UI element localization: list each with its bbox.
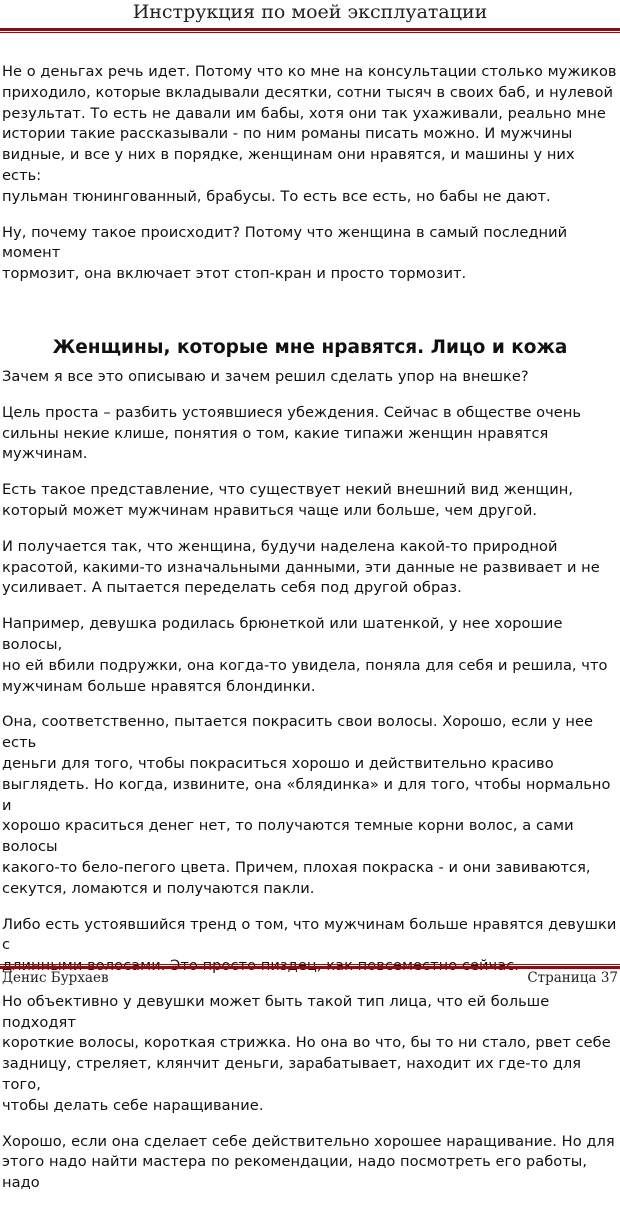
paragraph: Есть такое представление, что существует некий внешний вид женщин, который может мужчинам нравиться чаще или больше, чем другой. bbox=[2, 481, 574, 519]
paragraph: Цель проста – разбить устоявшиеся убеждения. Сейчас в обществе очень сильны некие клише, понятия о том, какие типажи женщин нравятся мужчинам. bbox=[2, 403, 582, 463]
footer-author: Денис Бурхаев bbox=[2, 970, 109, 986]
header-rule bbox=[0, 28, 620, 31]
section-heading: Женщины, которые мне нравятся. Лицо и кожа bbox=[52, 336, 568, 358]
header-rule-thin bbox=[0, 32, 620, 33]
paragraph: Она, соответственно, пытается покрасить свои волосы. Хорошо, если у нее есть деньги для того, чтобы покраситься хорошо и действительно красиво выглядеть. Но когда, извините, она «блядинка» и для того, чтобы нормально и хорошо краситься денег нет, то получаются темные корни волос, а сами волосы какого-то бело-пегого цвета. Причем, плохая покраска - и они завиваются, секутся, ломаются и получаются пакли. bbox=[2, 713, 611, 897]
paragraph: Но объективно у девушки может быть такой тип лица, что ей больше подходят короткие волосы, короткая стрижка. Но она во что, бы то ни стало, рвет себе задницу, стреляет, клянчит деньги, зарабатывает, находит их где-то для того, чтобы делать себе наращивание. bbox=[2, 992, 611, 1114]
page-number: Страница 37 bbox=[527, 970, 618, 986]
paragraph: Ну, почему такое происходит? Потому что женщина в самый последний момент тормозит, она включает этот стоп-кран и просто тормозит. bbox=[2, 223, 568, 283]
paragraph: И получается так, что женщина, будучи наделена какой-то природной красотой, какими-то изначальными данными, эти данные не развивает и не усиливает. А пытается переделать себя под другой образ. bbox=[2, 537, 600, 597]
footer-rule-thin bbox=[0, 964, 620, 965]
paragraph: Зачем я все это описываю и зачем решил сделать упор на внешке? bbox=[2, 367, 529, 385]
footer-rule bbox=[0, 966, 620, 969]
paragraph: Хорошо, если она сделает себе действительно хорошее наращивание. Но для этого надо найти мастера по рекомендации, надо посмотреть его работы, надо bbox=[2, 1132, 615, 1192]
paragraph: Не о деньгах речь идет. Потому что ко мне на консультации столько мужиков приходило, которые вкладывали десятки, сотни тысяч в своих баб, и нулевой результат. То есть не давали им бабы, хотя они так ухаживали, реально мне истории такие рассказывали - по ним романы писать можно. И мужчины видные, и все у них в порядке, женщинам они нравятся, и машины у них есть: пульман тюнингованный, брабусы. То есть все есть, но бабы не дают. bbox=[2, 63, 617, 205]
paragraph: Например, девушка родилась брюнеткой или шатенкой, у нее хорошие волосы, но ей вбили подружки, она когда-то увидела, поняла для себя и решила, что мужчинам больше нравятся блондинки. bbox=[2, 615, 608, 695]
page-body bbox=[2, 62, 618, 1209]
paragraph: Либо есть устоявшийся тренд о том, что мужчинам больше нравятся девушки с bbox=[2, 915, 617, 954]
running-header: Инструкция по моей эксплуатации bbox=[132, 1, 488, 23]
